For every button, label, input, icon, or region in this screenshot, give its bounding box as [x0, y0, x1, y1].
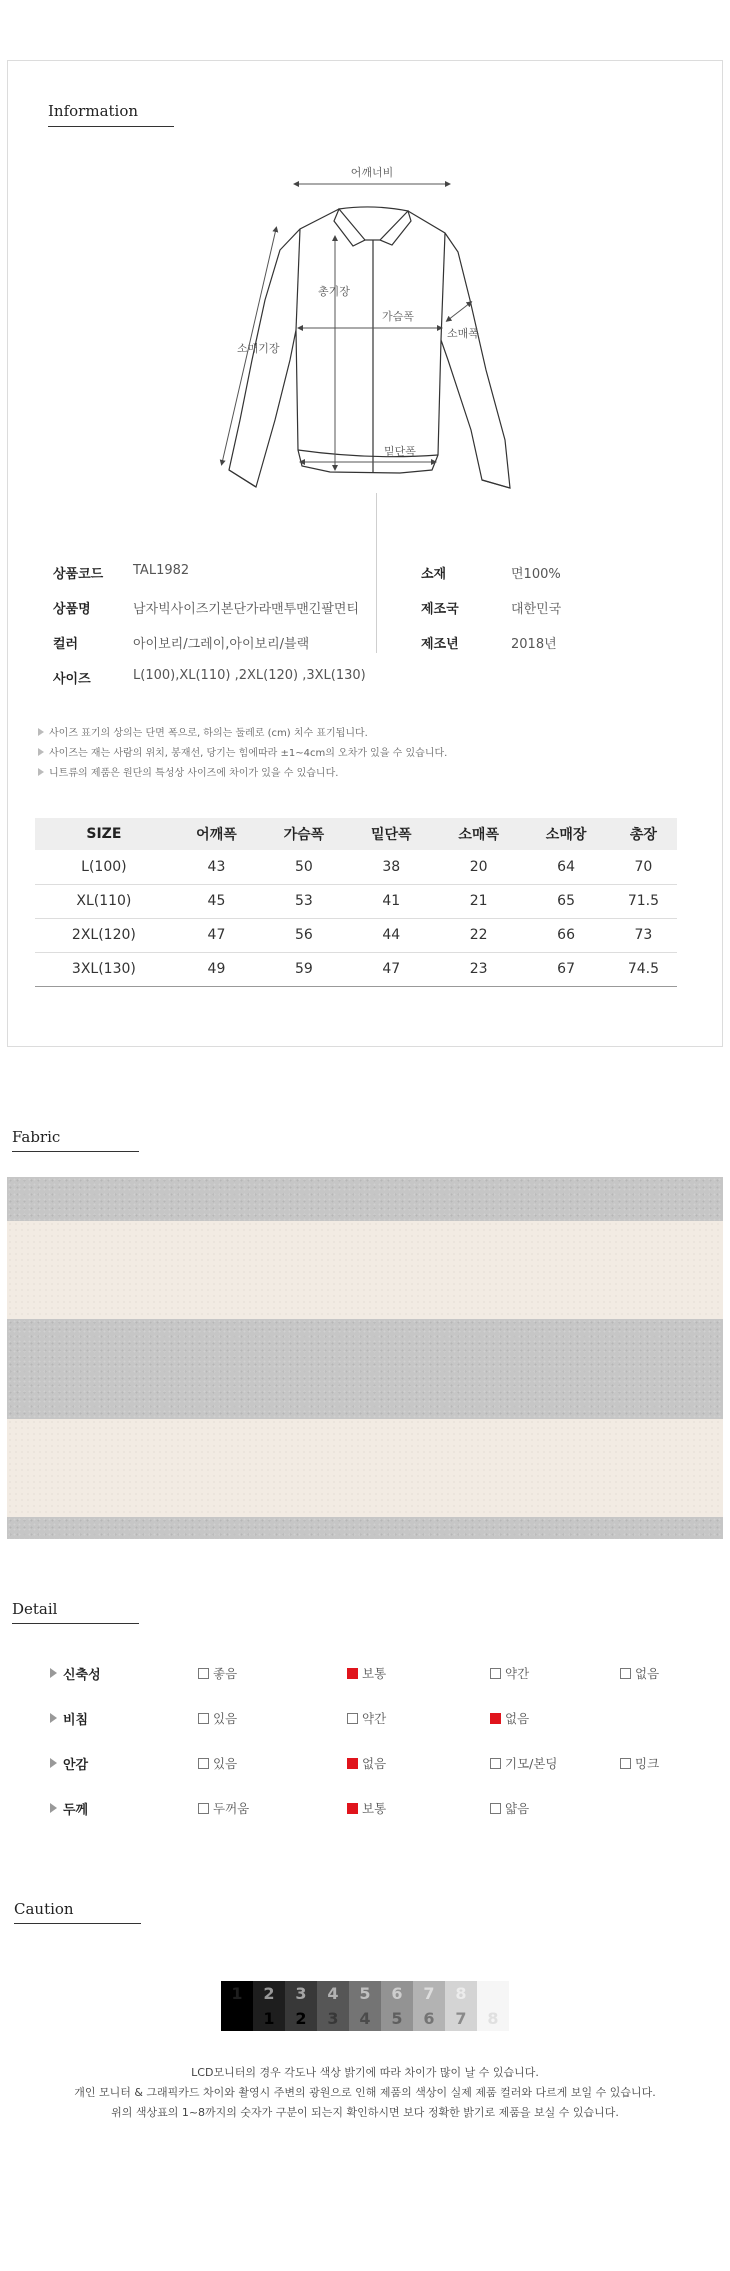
table-cell: 73 — [610, 918, 677, 952]
option-label: 없음 — [635, 1666, 660, 1681]
table-cell: L(100) — [35, 850, 173, 884]
detail-label: 안감 — [63, 1758, 89, 1773]
bullet-triangle-icon — [38, 728, 44, 736]
checkbox-icon — [198, 1803, 209, 1814]
table-cell: 49 — [173, 952, 260, 986]
detail-label: 두께 — [63, 1803, 89, 1818]
table-cell: 47 — [173, 918, 260, 952]
bullet-triangle-icon — [50, 1803, 57, 1813]
table-cell: 45 — [173, 884, 260, 918]
option-normal — [347, 1664, 386, 1682]
spec-value: 남자빅사이즈기본단가라맨투맨긴팔면티 — [133, 602, 360, 617]
table-cell: 50 — [260, 850, 347, 884]
spec-label: 소재 — [421, 567, 447, 582]
table-cell: 56 — [260, 918, 347, 952]
swatch-number-bottom: 8 — [487, 2009, 499, 2028]
swatch-cell — [477, 1981, 509, 2031]
header-cell: SIZE — [35, 818, 173, 850]
table-cell: 59 — [260, 952, 347, 986]
option-yes — [198, 1754, 237, 1772]
option-none — [490, 1709, 529, 1727]
option-label: 얇음 — [505, 1801, 530, 1816]
checkbox-icon — [347, 1713, 358, 1724]
swatch-cell — [285, 1981, 317, 2031]
spec-material — [421, 563, 561, 582]
total-length-label: 총기장 — [318, 285, 350, 298]
table-cell: 47 — [348, 952, 435, 986]
option-label: 있음 — [213, 1711, 238, 1726]
table-cell: 38 — [348, 850, 435, 884]
table-cell: 2XL(120) — [35, 918, 173, 952]
table-cell: 66 — [522, 918, 609, 952]
spec-country — [421, 598, 561, 617]
checkbox-checked-icon — [347, 1803, 358, 1814]
table-cell: 23 — [435, 952, 522, 986]
detail-label: 신축성 — [63, 1668, 101, 1683]
swatch-number-bottom: 2 — [295, 2009, 307, 2028]
option-label: 두꺼움 — [213, 1801, 250, 1816]
bullet-triangle-icon — [38, 748, 44, 756]
table-cell: 22 — [435, 918, 522, 952]
option-normal — [347, 1799, 386, 1817]
swatch-cell — [253, 1981, 285, 2031]
swatch-cell — [221, 1981, 253, 2031]
header-cell: 어깨폭 — [173, 818, 260, 850]
spec-value: 2018년 — [511, 637, 557, 652]
header-cell: 소매폭 — [435, 818, 522, 850]
checkbox-checked-icon — [347, 1758, 358, 1769]
checkbox-icon — [490, 1758, 501, 1769]
header-cell: 밑단폭 — [348, 818, 435, 850]
note-text: 사이즈는 재는 사람의 위치, 봉재선, 당기는 힘에따라 ±1~4cm의 오차가 있을 수 있습니다. — [49, 748, 448, 759]
swatch-number-bottom: 1 — [263, 2009, 275, 2028]
option-thin — [490, 1799, 529, 1817]
caution-title: Caution — [14, 1900, 74, 1918]
checkbox-icon — [198, 1713, 209, 1724]
size-table-header — [35, 818, 677, 850]
caution-title-underline — [14, 1923, 141, 1924]
option-none — [620, 1664, 659, 1682]
chest-label: 가슴폭 — [382, 310, 414, 323]
spec-product-name — [53, 598, 359, 617]
size-table — [35, 818, 677, 987]
swatch-cell — [445, 1981, 477, 2031]
table-cell: 21 — [435, 884, 522, 918]
spec-label: 컬러 — [53, 637, 79, 652]
spec-value: 면100% — [511, 567, 561, 582]
option-none — [347, 1754, 386, 1772]
swatch-cell — [317, 1981, 349, 2031]
option-label: 약간 — [362, 1711, 387, 1726]
spec-value: L(100),XL(110) ,2XL(120) ,3XL(130) — [133, 668, 366, 683]
fabric-photo — [7, 1177, 723, 1539]
checkbox-icon — [490, 1668, 501, 1679]
swatch-cell — [349, 1981, 381, 2031]
fabric-stripe-cream — [7, 1221, 723, 1319]
spec-divider — [376, 493, 377, 653]
bullet-triangle-icon — [50, 1758, 57, 1768]
spec-label: 제조년 — [421, 637, 459, 652]
table-cell: 74.5 — [610, 952, 677, 986]
option-mink — [620, 1754, 659, 1772]
swatch-number-top: 3 — [295, 1984, 307, 2003]
information-title: Information — [48, 102, 139, 120]
table-cell: 3XL(130) — [35, 952, 173, 986]
sleeve-width-arrow — [448, 303, 470, 320]
swatch-number-bottom: 6 — [423, 2009, 435, 2028]
table-row — [35, 952, 677, 986]
table-row — [35, 918, 677, 952]
option-label: 기모/본딩 — [505, 1756, 558, 1771]
option-label: 없음 — [362, 1756, 387, 1771]
note-text: 사이즈 표기의 상의는 단면 폭으로, 하의는 둘레로 (cm) 치수 표기됩니다. — [49, 728, 368, 739]
option-label: 약간 — [505, 1666, 530, 1681]
spec-value: TAL1982 — [133, 563, 190, 578]
spec-label: 제조국 — [421, 602, 459, 617]
checkbox-icon — [198, 1668, 209, 1679]
spec-value: 대한민국 — [511, 602, 562, 617]
brightness-swatch — [221, 1981, 509, 2031]
table-cell: 20 — [435, 850, 522, 884]
bullet-triangle-icon — [38, 768, 44, 776]
checkbox-icon — [198, 1758, 209, 1769]
option-label: 보통 — [362, 1666, 387, 1681]
detail-label: 비침 — [63, 1713, 89, 1728]
fabric-title: Fabric — [12, 1128, 61, 1146]
hem-label: 밑단폭 — [384, 445, 416, 458]
swatch-number-bottom: 3 — [327, 2009, 339, 2028]
swatch-number-top: 1 — [231, 1984, 243, 2003]
detail-row-sheerness — [0, 1708, 730, 1728]
note-text: 니트류의 제품은 원단의 특성상 사이즈에 차이가 있을 수 있습니다. — [49, 768, 339, 779]
option-yes — [198, 1709, 237, 1727]
table-cell: 53 — [260, 884, 347, 918]
fabric-stripe-gray — [7, 1177, 723, 1221]
spec-color — [53, 633, 309, 652]
spec-label: 상품코드 — [53, 567, 104, 582]
detail-row-lining — [0, 1753, 730, 1773]
option-label: 있음 — [213, 1756, 238, 1771]
header-cell: 소매장 — [522, 818, 609, 850]
swatch-number-top: 5 — [359, 1984, 371, 2003]
spec-label: 사이즈 — [53, 672, 91, 687]
swatch-cell — [381, 1981, 413, 2031]
option-label: 좋음 — [213, 1666, 238, 1681]
detail-title-underline — [12, 1623, 139, 1624]
header-cell: 총장 — [610, 818, 677, 850]
table-cell: 71.5 — [610, 884, 677, 918]
table-row — [35, 884, 677, 918]
caution-text: LCD모니터의 경우 각도나 색상 밝기에 따라 차이가 많이 날 수 있습니다. — [191, 2066, 539, 2079]
detail-row-stretch — [0, 1663, 730, 1683]
sleeve-width-label: 소매폭 — [447, 327, 479, 340]
checkbox-icon — [620, 1668, 631, 1679]
swatch-cell — [413, 1981, 445, 2031]
note-item — [38, 744, 447, 759]
detail-row-thickness — [0, 1798, 730, 1818]
swatch-number-top: 7 — [423, 1984, 435, 2003]
caution-text: 위의 색상표의 1~8까지의 숫자가 구분이 되는지 확인하시면 보다 정확한 밝기로 제품을 보실 수 있습니다. — [111, 2106, 619, 2119]
shoulder-label: 어깨너비 — [350, 166, 394, 179]
option-label: 없음 — [505, 1711, 530, 1726]
fabric-stripe-gray — [7, 1319, 723, 1419]
swatch-number-bottom: 4 — [359, 2009, 371, 2028]
header-cell: 가슴폭 — [260, 818, 347, 850]
checkbox-checked-icon — [490, 1713, 501, 1724]
table-cell: 65 — [522, 884, 609, 918]
spec-product-code — [53, 563, 189, 582]
table-cell: 41 — [348, 884, 435, 918]
table-row — [35, 850, 677, 884]
option-thick — [198, 1799, 249, 1817]
swatch-number-bottom: 7 — [455, 2009, 467, 2028]
swatch-number-top: 8 — [455, 1984, 467, 2003]
fabric-title-underline — [12, 1151, 139, 1152]
table-cell: 64 — [522, 850, 609, 884]
option-brushed — [490, 1754, 558, 1772]
table-cell: 67 — [522, 952, 609, 986]
option-slight — [347, 1709, 386, 1727]
checkbox-checked-icon — [347, 1668, 358, 1679]
swatch-number-top: 6 — [391, 1984, 403, 2003]
swatch-number-bottom: 5 — [391, 2009, 403, 2028]
checkbox-icon — [490, 1803, 501, 1814]
spec-size — [53, 668, 366, 687]
garment-size-diagram — [0, 0, 730, 500]
spec-value: 아이보리/그레이,아이보리/블랙 — [133, 637, 310, 652]
fabric-stripe-gray — [7, 1517, 723, 1539]
option-label: 밍크 — [635, 1756, 660, 1771]
option-good — [198, 1664, 237, 1682]
swatch-number-top: 4 — [327, 1984, 339, 2003]
checkbox-icon — [620, 1758, 631, 1769]
fabric-stripe-cream — [7, 1419, 723, 1517]
bullet-triangle-icon — [50, 1668, 57, 1678]
sleeve-length-label: 소매기장 — [237, 342, 280, 355]
table-cell: XL(110) — [35, 884, 173, 918]
option-label: 보통 — [362, 1801, 387, 1816]
option-slight — [490, 1664, 529, 1682]
table-cell: 70 — [610, 850, 677, 884]
table-cell: 44 — [348, 918, 435, 952]
bullet-triangle-icon — [50, 1713, 57, 1723]
note-item — [38, 724, 368, 739]
spec-label: 상품명 — [53, 602, 91, 617]
detail-title: Detail — [12, 1600, 58, 1618]
spec-year — [421, 633, 557, 652]
table-cell: 43 — [173, 850, 260, 884]
note-item — [38, 764, 338, 779]
caution-text: 개인 모니터 & 그래픽카드 차이와 촬영시 주변의 광원으로 인해 제품의 색상이 실제 제품 컬러와 다르게 보일 수 있습니다. — [74, 2086, 656, 2099]
swatch-number-top: 2 — [263, 1984, 275, 2003]
